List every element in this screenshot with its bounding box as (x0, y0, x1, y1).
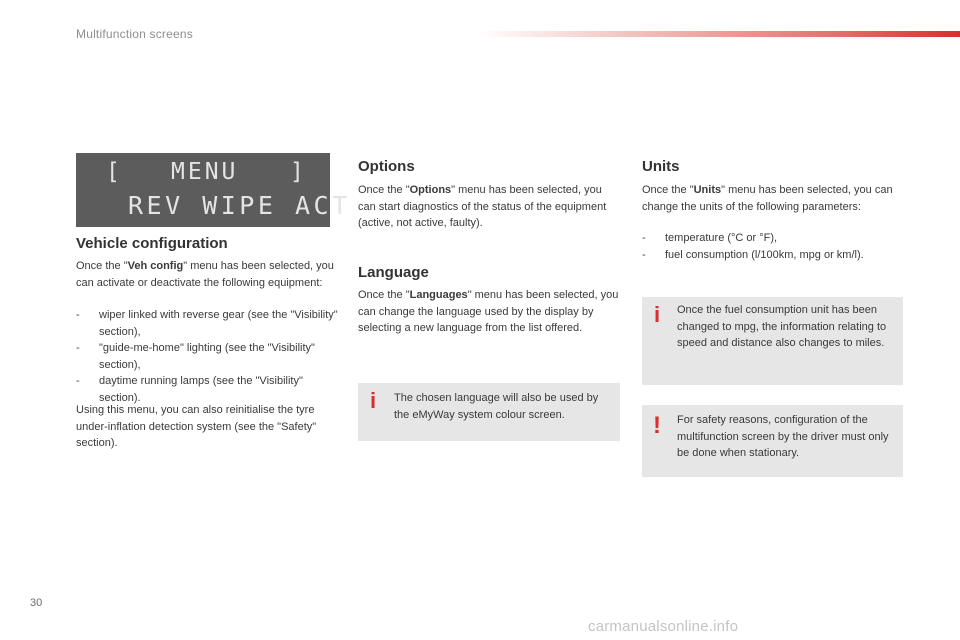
info-icon: i (654, 302, 661, 327)
vehicle-config-intro-post: " menu has been selected, you can activate or deactivate the following equipment: (76, 260, 334, 289)
language-note-text: The chosen language will also be used by the eMyWay system colour screen. (394, 392, 599, 421)
units-info-note-text: Once the fuel consumption unit has been changed to mpg, the information relating to speed and distance also changes to miles. (677, 304, 887, 349)
list-item: - temperature (°C or °F), (642, 230, 904, 247)
units-text-post: " menu has been selected, you can change the units of the following parameters: (642, 184, 893, 213)
units-parameter-list (642, 230, 904, 263)
page-header-title: Multifunction screens (76, 27, 193, 41)
vehicle-config-intro-pre: Once the " (76, 260, 128, 272)
options-text-pre: Once the " (358, 184, 410, 196)
vehicle-config-outro: Using this menu, you can also reinitialise the tyre under-inflation detection system (see the "Safety" section). (76, 404, 317, 449)
vehicle-config-equipment-list (76, 307, 338, 406)
lcd-display (76, 153, 351, 227)
list-item: - "guide-me-home" lighting (see the "Visibility" section), (76, 340, 338, 373)
lcd-line-2: REV WIPE ACT (128, 191, 351, 220)
list-item: - fuel consumption (l/100km, mpg or km/l). (642, 247, 904, 264)
language-heading: Language (358, 264, 429, 281)
lcd-bracket-right: ] (290, 159, 307, 185)
vehicle-config-heading: Vehicle configuration (76, 235, 228, 252)
info-icon: i (370, 388, 377, 413)
units-warning-note-text: For safety reasons, configuration of the multifunction screen by the driver must only be done when stationary. (677, 414, 889, 459)
units-info-note (642, 297, 903, 385)
language-menu-name: Languages (409, 289, 468, 301)
vehicle-config-menu-name: Veh config (127, 260, 184, 272)
vehicle-config-intro (76, 258, 338, 291)
options-text-post: " menu has been selected, you can start diagnostics of the status of the equipment (active, not active, faulty). (358, 184, 607, 229)
language-text (358, 287, 620, 337)
list-item: - daytime running lamps (see the "Visibility" section). (76, 373, 338, 406)
list-item: - wiper linked with reverse gear (see the "Visibility" section), (76, 307, 338, 340)
lcd-menu-label: MENU (171, 159, 239, 185)
units-text-pre: Once the " (642, 184, 694, 196)
units-warning-note (642, 405, 903, 477)
options-heading: Options (358, 158, 415, 175)
header-accent-bar (478, 31, 960, 37)
units-heading: Units (642, 158, 680, 175)
options-text (358, 182, 620, 232)
options-menu-name: Options (409, 184, 452, 196)
units-menu-name: Units (693, 184, 722, 196)
language-text-post: " menu has been selected, you can change the language used by the display by selecting a new language from the list offered. (358, 289, 619, 334)
watermark: carmanualsonline.info (588, 618, 739, 635)
lcd-line-1 (76, 159, 330, 187)
warning-icon: ! (653, 412, 661, 439)
language-text-pre: Once the " (358, 289, 410, 301)
lcd-bracket-left: [ (106, 159, 123, 185)
units-text (642, 182, 904, 215)
page-number: 30 (30, 597, 43, 609)
language-info-note (358, 383, 620, 441)
